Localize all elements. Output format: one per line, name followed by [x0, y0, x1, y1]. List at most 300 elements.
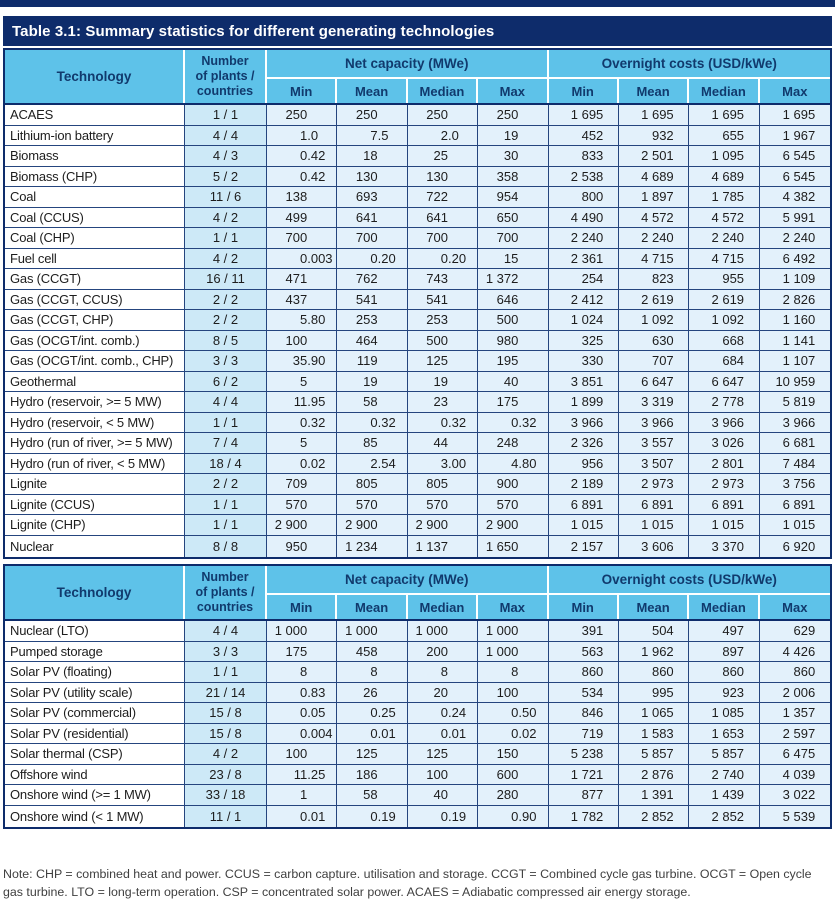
integer-part: 280: [496, 787, 519, 803]
net-capacity-min-cell: [267, 146, 337, 166]
integer-part: 130: [426, 168, 448, 184]
integer-part: 2 900: [415, 517, 448, 533]
integer-part: 6 891: [641, 496, 674, 512]
technology-cell: Biomass (CHP): [5, 167, 185, 187]
net-capacity-mean-cell: [337, 621, 407, 641]
overnight-cost-mean-cell: [619, 765, 689, 785]
integer-part: 900: [496, 476, 519, 492]
net-capacity-max-cell: [478, 392, 548, 412]
technology-cell: Nuclear: [5, 536, 185, 558]
overnight-cost-max-cell: [760, 474, 830, 494]
integer-part: 452: [581, 127, 604, 143]
integer-part: 3 026: [711, 435, 745, 451]
net-capacity-min-cell: [267, 474, 337, 494]
table-row: [5, 126, 830, 147]
integer-part: 2 801: [711, 455, 745, 471]
net-capacity-mean-cell: [337, 495, 407, 515]
net-capacity-min-cell: [267, 208, 337, 228]
overnight-cost-mean-cell: [619, 433, 689, 453]
net-capacity-max-cell: [478, 724, 548, 744]
integer-part: 3 319: [641, 394, 674, 410]
overnight-cost-min-cell: [549, 249, 619, 269]
net-capacity-max-cell: [478, 536, 548, 558]
table-row: [5, 621, 830, 642]
column-header-plants-countries: [185, 50, 267, 103]
stat-header-mean: Mean: [337, 79, 407, 103]
overnight-cost-max-cell: [760, 495, 830, 515]
integer-part: 1 015: [711, 517, 745, 533]
overnight-cost-median-cell: [689, 642, 759, 662]
net-capacity-median-cell: [408, 372, 478, 392]
overnight-cost-max-cell: [760, 744, 830, 764]
fraction-part: .42: [307, 148, 326, 164]
integer-part: 250: [496, 107, 519, 123]
net-capacity-max-cell: [478, 744, 548, 764]
overnight-cost-min-cell: [549, 724, 619, 744]
net-capacity-max-cell: [478, 351, 548, 371]
overnight-cost-max-cell: [760, 249, 830, 269]
integer-part: 358: [496, 168, 519, 184]
overnight-cost-median-cell: [689, 290, 759, 310]
integer-part: 5 238: [570, 746, 604, 762]
integer-part: 2 006: [782, 684, 816, 700]
plants-header-line: of plants /: [195, 69, 255, 84]
integer-part: 2 826: [782, 291, 816, 307]
technology-cell: Onshore wind (>= 1 MW): [5, 785, 185, 805]
integer-part: 0: [370, 808, 378, 824]
overnight-cost-mean-cell: [619, 785, 689, 805]
overnight-cost-min-cell: [549, 806, 619, 828]
integer-part: 4 039: [782, 766, 816, 782]
technology-cell: Solar PV (commercial): [5, 703, 185, 723]
integer-part: 7 484: [782, 455, 816, 471]
integer-part: 707: [651, 353, 674, 369]
net-capacity-max-cell: [478, 683, 548, 703]
fraction-part: .32: [518, 414, 537, 430]
net-capacity-median-cell: [408, 642, 478, 662]
technology-cell: Gas (CCGT): [5, 269, 185, 289]
net-capacity-min-cell: [267, 515, 337, 535]
technology-cell: Gas (OCGT/int. comb., CHP): [5, 351, 185, 371]
overnight-cost-min-cell: [549, 703, 619, 723]
integer-part: 650: [496, 209, 519, 225]
overnight-cost-mean-cell: [619, 331, 689, 351]
table-row: [5, 413, 830, 434]
table-row: [5, 474, 830, 495]
integer-part: 2 361: [570, 250, 604, 266]
integer-part: 1 439: [711, 787, 745, 803]
overnight-cost-median-cell: [689, 454, 759, 474]
integer-part: 5: [300, 435, 308, 451]
overnight-cost-median-cell: [689, 249, 759, 269]
footnote: Note: CHP = combined heat and power. CCUS = carbon capture. utilisation and storage. CCGT = Combined cycle gas turbine. OCGT = Open cycle gas turbine. LTO = long-term operation. CSP = concentrated solar power. ACAES = Adiabatic compressed air energy storage.: [3, 867, 812, 899]
overnight-cost-max-cell: [760, 683, 830, 703]
integer-part: 1 107: [782, 353, 816, 369]
integer-part: 19: [433, 373, 448, 389]
overnight-cost-median-cell: [689, 744, 759, 764]
overnight-cost-mean-cell: [619, 351, 689, 371]
overnight-cost-median-cell: [689, 126, 759, 146]
integer-part: 2 900: [274, 517, 308, 533]
integer-part: 722: [426, 189, 448, 205]
integer-part: 35: [292, 353, 308, 369]
integer-part: 2 326: [570, 435, 604, 451]
fraction-part: .00: [447, 455, 467, 471]
overnight-cost-median-cell: [689, 146, 759, 166]
net-capacity-mean-cell: [337, 785, 407, 805]
integer-part: 2 240: [711, 230, 745, 246]
overnight-cost-median-cell: [689, 187, 759, 207]
net-capacity-mean-cell: [337, 703, 407, 723]
overnight-cost-min-cell: [549, 454, 619, 474]
net-capacity-max-cell: [478, 662, 548, 682]
overnight-cost-mean-cell: [619, 536, 689, 558]
net-capacity-median-cell: [408, 515, 478, 535]
table-row: [5, 454, 830, 475]
net-capacity-max-cell: [478, 310, 548, 330]
net-capacity-max-cell: [478, 474, 548, 494]
integer-part: 250: [355, 107, 378, 123]
net-capacity-max-cell: [478, 269, 548, 289]
integer-part: 500: [496, 312, 519, 328]
integer-part: 6 891: [782, 496, 816, 512]
overnight-cost-max-cell: [760, 331, 830, 351]
plants-count-cell: 1 / 1: [185, 662, 267, 682]
integer-part: 655: [722, 127, 745, 143]
integer-part: 8: [300, 664, 308, 680]
integer-part: 40: [503, 373, 519, 389]
integer-part: 719: [581, 725, 604, 741]
net-capacity-min-cell: [267, 105, 337, 125]
overnight-cost-mean-cell: [619, 495, 689, 515]
net-capacity-mean-cell: [337, 290, 407, 310]
overnight-cost-median-cell: [689, 662, 759, 682]
technology-cell: Nuclear (LTO): [5, 621, 185, 641]
fraction-part: .54: [377, 455, 396, 471]
overnight-cost-max-cell: [760, 208, 830, 228]
table-row: [5, 105, 830, 126]
integer-part: 1 024: [570, 312, 604, 328]
integer-part: 175: [285, 643, 308, 659]
integer-part: 0: [440, 808, 448, 824]
plants-header-line: of plants /: [195, 585, 255, 600]
integer-part: 4: [511, 455, 519, 471]
integer-part: 923: [722, 684, 745, 700]
integer-part: 6 647: [711, 373, 745, 389]
fraction-part: .19: [447, 808, 467, 824]
table-section: [3, 48, 832, 559]
overnight-cost-mean-cell: [619, 310, 689, 330]
net-capacity-max-cell: [478, 146, 548, 166]
overnight-cost-max-cell: [760, 351, 830, 371]
overnight-cost-min-cell: [549, 536, 619, 558]
overnight-cost-median-cell: [689, 433, 759, 453]
overnight-cost-min-cell: [549, 765, 619, 785]
integer-part: 200: [426, 643, 448, 659]
table-row: [5, 249, 830, 270]
net-capacity-mean-cell: [337, 208, 407, 228]
integer-part: 1 962: [641, 643, 674, 659]
overnight-cost-max-cell: [760, 167, 830, 187]
net-capacity-median-cell: [408, 662, 478, 682]
overnight-cost-min-cell: [549, 187, 619, 207]
integer-part: 534: [581, 684, 604, 700]
integer-part: 0: [300, 414, 308, 430]
overnight-cost-max-cell: [760, 433, 830, 453]
integer-part: 955: [722, 271, 745, 287]
net-capacity-mean-cell: [337, 331, 407, 351]
net-capacity-median-cell: [408, 683, 478, 703]
overnight-cost-mean-cell: [619, 474, 689, 494]
stat-header-max: Max: [760, 595, 830, 619]
net-capacity-min-cell: [267, 351, 337, 371]
plants-count-cell: 4 / 4: [185, 621, 267, 641]
integer-part: 2 900: [485, 517, 519, 533]
net-capacity-median-cell: [408, 126, 478, 146]
integer-part: 541: [355, 291, 378, 307]
overnight-cost-mean-cell: [619, 167, 689, 187]
overnight-cost-median-cell: [689, 351, 759, 371]
technology-cell: Hydro (reservoir, >= 5 MW): [5, 392, 185, 412]
integer-part: 700: [285, 230, 308, 246]
integer-part: 2 240: [570, 230, 604, 246]
integer-part: 175: [496, 394, 519, 410]
integer-part: 100: [285, 332, 308, 348]
technology-cell: Solar PV (residential): [5, 724, 185, 744]
integer-part: 325: [581, 332, 604, 348]
integer-part: 932: [651, 127, 674, 143]
integer-part: 1 015: [641, 517, 674, 533]
net-capacity-mean-cell: [337, 105, 407, 125]
table-row: [5, 515, 830, 536]
integer-part: 1: [300, 787, 308, 803]
integer-part: 2 778: [711, 394, 745, 410]
integer-part: 248: [496, 435, 519, 451]
top-border-rule: [0, 0, 835, 7]
overnight-cost-min-cell: [549, 126, 619, 146]
overnight-cost-min-cell: [549, 208, 619, 228]
table-row: [5, 642, 830, 663]
overnight-cost-max-cell: [760, 187, 830, 207]
integer-part: 8: [370, 664, 378, 680]
net-capacity-min-cell: [267, 413, 337, 433]
integer-part: 254: [581, 271, 604, 287]
integer-part: 1 141: [782, 332, 816, 348]
net-capacity-median-cell: [408, 474, 478, 494]
net-capacity-min-cell: [267, 187, 337, 207]
integer-part: 250: [285, 107, 308, 123]
fraction-part: .90: [518, 808, 537, 824]
fraction-part: .02: [518, 725, 537, 741]
technology-cell: Geothermal: [5, 372, 185, 392]
net-capacity-min-cell: [267, 806, 337, 828]
integer-part: 2 619: [711, 291, 745, 307]
integer-part: 2 740: [711, 766, 745, 782]
plants-count-cell: 1 / 1: [185, 515, 267, 535]
plants-count-cell: 2 / 2: [185, 474, 267, 494]
net-capacity-mean-cell: [337, 765, 407, 785]
overnight-cost-min-cell: [549, 474, 619, 494]
integer-part: 668: [722, 332, 745, 348]
integer-part: 1 000: [485, 643, 519, 659]
summary-statistics-table: [3, 48, 832, 834]
overnight-cost-median-cell: [689, 683, 759, 703]
integer-part: 4 689: [641, 168, 674, 184]
overnight-cost-min-cell: [549, 372, 619, 392]
table-row: [5, 228, 830, 249]
integer-part: 2 973: [641, 476, 674, 492]
integer-part: 20: [433, 684, 448, 700]
overnight-cost-median-cell: [689, 269, 759, 289]
net-capacity-max-cell: [478, 249, 548, 269]
technology-cell: Solar PV (floating): [5, 662, 185, 682]
plants-header-line: Number: [201, 54, 249, 69]
integer-part: 3 370: [711, 538, 745, 554]
integer-part: 1 967: [782, 127, 816, 143]
integer-part: 1 650: [485, 538, 519, 554]
stat-header-mean: Mean: [619, 79, 689, 103]
integer-part: 4 572: [641, 209, 674, 225]
net-capacity-mean-cell: [337, 536, 407, 558]
net-capacity-median-cell: [408, 785, 478, 805]
overnight-cost-median-cell: [689, 621, 759, 641]
net-capacity-median-cell: [408, 536, 478, 558]
technology-cell: Gas (CCGT, CHP): [5, 310, 185, 330]
overnight-cost-min-cell: [549, 621, 619, 641]
technology-cell: Gas (OCGT/int. comb.): [5, 331, 185, 351]
fraction-part: .01: [377, 725, 396, 741]
integer-part: 25: [433, 148, 448, 164]
overnight-cost-max-cell: [760, 228, 830, 248]
integer-part: 600: [496, 766, 519, 782]
integer-part: 1 015: [570, 517, 604, 533]
net-capacity-mean-cell: [337, 744, 407, 764]
technology-cell: Hydro (run of river, < 5 MW): [5, 454, 185, 474]
integer-part: 2: [370, 455, 378, 471]
integer-part: 44: [433, 435, 448, 451]
net-capacity-mean-cell: [337, 310, 407, 330]
table-row: [5, 290, 830, 311]
integer-part: 2 597: [782, 725, 816, 741]
plants-count-cell: 3 / 3: [185, 642, 267, 662]
table-row: [5, 662, 830, 683]
net-capacity-mean-cell: [337, 433, 407, 453]
overnight-cost-min-cell: [549, 662, 619, 682]
net-capacity-min-cell: [267, 310, 337, 330]
fraction-part: .20: [447, 250, 467, 266]
fraction-part: .01: [447, 725, 467, 741]
integer-part: 1 065: [641, 705, 674, 721]
integer-part: 2 240: [641, 230, 674, 246]
integer-part: 0: [300, 455, 308, 471]
overnight-cost-median-cell: [689, 515, 759, 535]
fraction-part: .0: [307, 127, 319, 143]
net-capacity-min-cell: [267, 662, 337, 682]
plants-count-cell: 8 / 5: [185, 331, 267, 351]
integer-part: 0: [440, 705, 448, 721]
integer-part: 860: [793, 664, 816, 680]
table-row: [5, 765, 830, 786]
net-capacity-median-cell: [408, 724, 478, 744]
plants-count-cell: 33 / 18: [185, 785, 267, 805]
net-capacity-max-cell: [478, 126, 548, 146]
net-capacity-min-cell: [267, 331, 337, 351]
technology-cell: Solar thermal (CSP): [5, 744, 185, 764]
net-capacity-mean-cell: [337, 392, 407, 412]
integer-part: 4 572: [711, 209, 745, 225]
integer-part: 1 095: [711, 148, 745, 164]
technology-cell: Pumped storage: [5, 642, 185, 662]
net-capacity-max-cell: [478, 167, 548, 187]
technology-cell: Lignite (CCUS): [5, 495, 185, 515]
fraction-part: .01: [307, 808, 326, 824]
net-capacity-max-cell: [478, 433, 548, 453]
net-capacity-max-cell: [478, 413, 548, 433]
fraction-part: .95: [307, 394, 326, 410]
integer-part: 186: [355, 766, 378, 782]
net-capacity-median-cell: [408, 249, 478, 269]
overnight-cost-max-cell: [760, 392, 830, 412]
overnight-cost-max-cell: [760, 454, 830, 474]
integer-part: 846: [581, 705, 604, 721]
integer-part: 1 000: [415, 623, 448, 639]
integer-part: 6 920: [782, 538, 816, 554]
integer-part: 0: [511, 725, 519, 741]
integer-part: 19: [503, 127, 519, 143]
overnight-cost-mean-cell: [619, 806, 689, 828]
integer-part: 4 382: [782, 189, 816, 205]
integer-part: 1 000: [345, 623, 378, 639]
fraction-part: .32: [377, 414, 396, 430]
integer-part: 833: [581, 148, 604, 164]
integer-part: 4 689: [711, 168, 745, 184]
net-capacity-mean-cell: [337, 146, 407, 166]
overnight-cost-mean-cell: [619, 290, 689, 310]
integer-part: 630: [651, 332, 674, 348]
net-capacity-max-cell: [478, 621, 548, 641]
integer-part: 19: [363, 373, 378, 389]
integer-part: 3 851: [570, 373, 604, 389]
integer-part: 877: [581, 787, 604, 803]
integer-part: 0: [300, 808, 308, 824]
overnight-cost-max-cell: [760, 785, 830, 805]
plants-count-cell: 7 / 4: [185, 433, 267, 453]
table-row: [5, 310, 830, 331]
integer-part: 40: [433, 787, 448, 803]
net-capacity-min-cell: [267, 642, 337, 662]
overnight-cost-mean-cell: [619, 413, 689, 433]
integer-part: 2 538: [570, 168, 604, 184]
technology-cell: Solar PV (utility scale): [5, 683, 185, 703]
stat-header-max: Max: [478, 595, 548, 619]
integer-part: 693: [355, 189, 378, 205]
plants-header-line: countries: [196, 599, 254, 614]
net-capacity-min-cell: [267, 372, 337, 392]
overnight-cost-min-cell: [549, 785, 619, 805]
integer-part: 5 857: [711, 746, 745, 762]
net-capacity-median-cell: [408, 454, 478, 474]
integer-part: 956: [581, 455, 604, 471]
integer-part: 6 545: [782, 148, 816, 164]
integer-part: 700: [355, 230, 378, 246]
overnight-cost-median-cell: [689, 474, 759, 494]
group-header-net-capacity: Net capacity (MWe): [267, 566, 549, 595]
overnight-cost-max-cell: [760, 642, 830, 662]
integer-part: 1 695: [641, 107, 674, 123]
integer-part: 3 966: [570, 414, 604, 430]
table-row: [5, 785, 830, 806]
net-capacity-median-cell: [408, 621, 478, 641]
